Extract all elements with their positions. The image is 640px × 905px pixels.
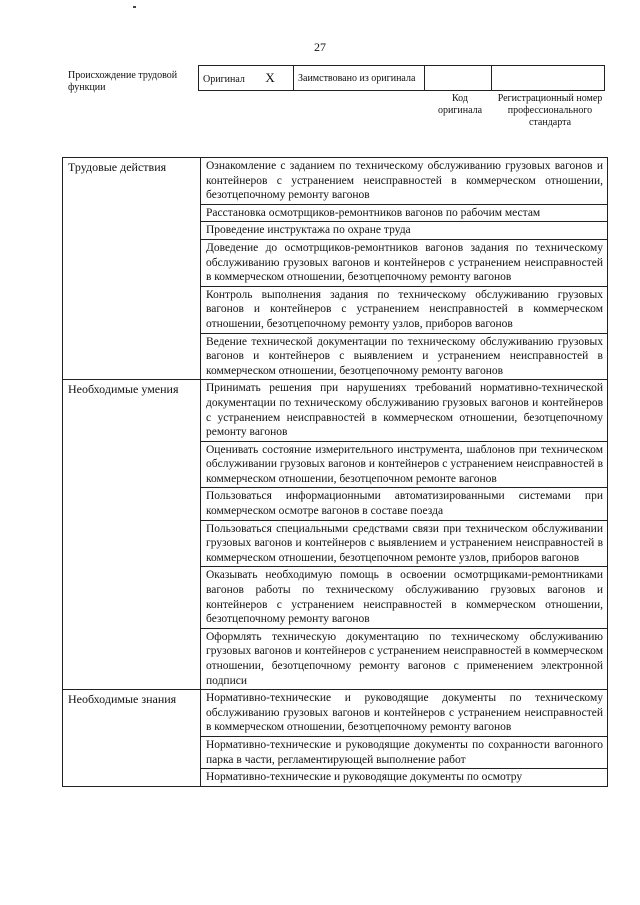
reg-number-cell xyxy=(492,66,605,91)
section-item: Нормативно-технические и руководящие документы по техническому обслуживанию грузовых вагонов и контейнеров с устранением неисправностей в коммерческом отношении, безотцепочному ремонту вагонов xyxy=(201,690,608,737)
section-item: Пользоваться информационными автоматизированными системами при коммерческом осмотре вагонов в составе поезда xyxy=(201,488,608,520)
code-cell xyxy=(425,66,492,91)
origin-table xyxy=(198,65,605,91)
competency-table-body xyxy=(63,158,608,787)
section-item: Ведение технической документации по техническому обслуживанию грузовых вагонов и контейнеров с выявлением и устранением неисправностей в коммерческом отношении, безотцепочному ремонту вагонов xyxy=(201,333,608,380)
section-item: Расстановка осмотрщиков-ремонтников вагонов по рабочим местам xyxy=(201,204,608,222)
section-title: Трудовые действия xyxy=(63,158,201,380)
section-item: Нормативно-технические и руководящие документы по осмотру xyxy=(201,769,608,787)
section-item: Проведение инструктажа по охране труда xyxy=(201,222,608,240)
section-item: Принимать решения при нарушениях требований нормативно-технической документации по техническому обслуживанию грузовых вагонов и контейнеров с устранением неисправностей в коммерческом отношении, безотцепочному ремонту вагонов xyxy=(201,380,608,441)
section-item: Нормативно-технические и руководящие документы по сохранности вагонного парка в части, регламентирующей выполнение работ xyxy=(201,736,608,768)
competency-table xyxy=(62,157,608,787)
section-item: Пользоваться специальными средствами связи при техническом обслуживании грузовых вагонов и контейнеров с выявлением и устранением неисправностей в коммерческом отношении, безотцепочном ремонте узлов, приборов вагонов xyxy=(201,520,608,567)
original-mark: X xyxy=(265,70,275,85)
table-row xyxy=(63,380,608,441)
scan-mark xyxy=(133,6,136,8)
original-cell xyxy=(199,66,294,91)
section-title: Необходимые знания xyxy=(63,690,201,787)
section-item: Доведение до осмотрщиков-ремонтников вагонов задания по техническому обслуживанию грузовых вагонов и контейнеров с устранением неисправностей в коммерческом отношении, безотцепочному ремонту вагонов xyxy=(201,239,608,286)
page-number: 27 xyxy=(314,40,326,54)
section-item: Контроль выполнения задания по техническому обслуживанию грузовых вагонов и контейнеров с устранением неисправностей в коммерческом отношении, безотцепочному ремонту узлов, приборов вагонов xyxy=(201,286,608,333)
original-label: Оригинал xyxy=(203,74,245,85)
section-title: Необходимые умения xyxy=(63,380,201,690)
table-row xyxy=(63,690,608,737)
section-item: Оказывать необходимую помощь в освоении осмотрщиками-ремонтниками вагонов работы по техническому обслуживанию грузовых вагонов и контейнеров с устранением неисправностей в коммерческом отношении, безотцепочному ремонту вагонов xyxy=(201,567,608,628)
section-item: Ознакомление с заданием по техническому обслуживанию грузовых вагонов и контейнеров с устранением неисправностей в коммерческом отношении, безотцепочному ремонту вагонов xyxy=(201,158,608,205)
reg-number-caption: Регистрационный номер профессионального стандарта xyxy=(497,93,603,128)
origin-label: Происхождение трудовой функции xyxy=(68,70,178,93)
table-row xyxy=(63,158,608,205)
borrowed-cell: Заимствовано из оригинала xyxy=(294,66,425,91)
section-item: Оценивать состояние измерительного инструмента, шаблонов при техническом обслуживании грузовых вагонов и контейнеров с устранением неисправностей в коммерческом отношении, безотцепочном ремонте вагонов xyxy=(201,441,608,488)
section-item: Оформлять техническую документацию по техническому обслуживанию грузовых вагонов и контейнеров с устранением неисправностей в коммерческом отношении, безотцепочному ремонту вагонов с применением электронной подписи xyxy=(201,628,608,689)
code-caption: Код оригинала xyxy=(437,93,483,116)
